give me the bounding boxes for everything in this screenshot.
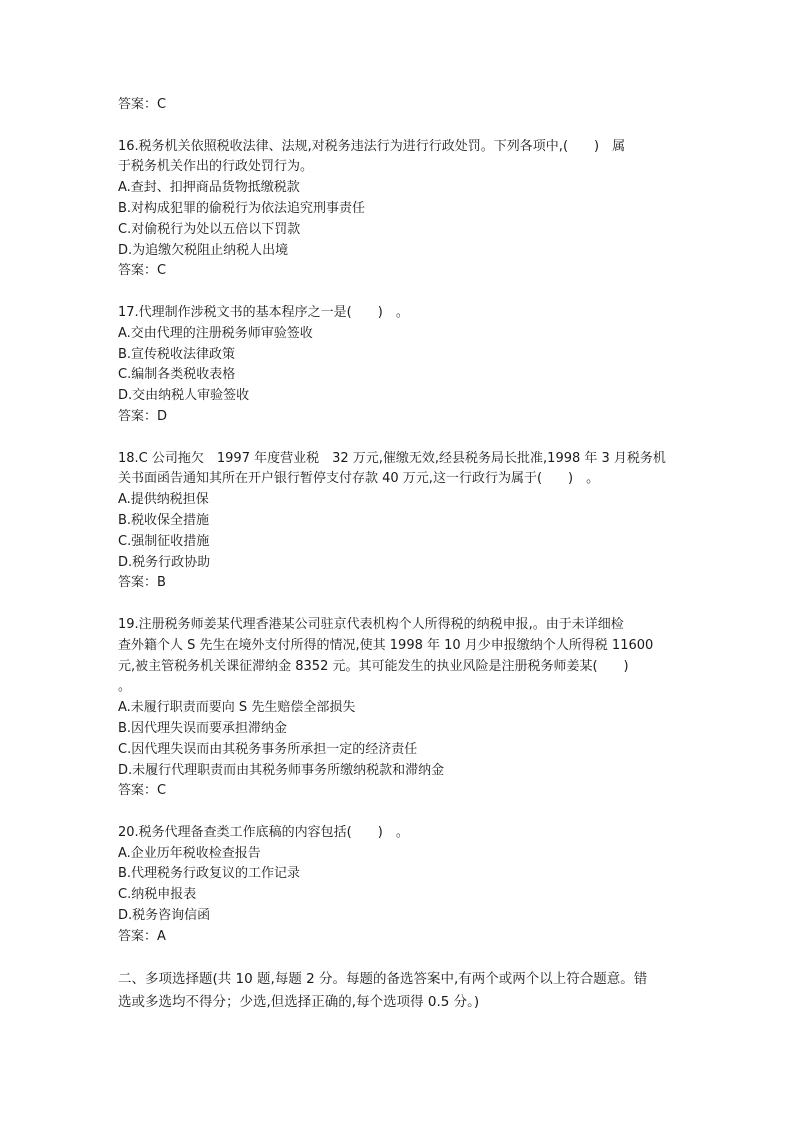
option-d: D.交由纳税人审验签收: [118, 388, 250, 404]
answer: 答案：D: [118, 408, 168, 424]
option-a: A.查封、扣押商品货物抵缴税款: [118, 180, 300, 196]
option-c: C.对偷税行为处以五倍以下罚款: [118, 221, 301, 237]
option-b: B.宣传税收法律政策: [118, 346, 236, 362]
section-heading-line: 二、多项选择题(共 10 题,每题 2 分。每题的备选答案中,有两个或两个以上符合题意。错: [118, 971, 648, 988]
option-d: D.未履行代理职责而由其税务师事务所缴纳税款和滞纳金: [118, 762, 445, 778]
spacer: [118, 802, 678, 823]
question-stem-line: 关书面函告通知其所在开户银行暂停支付存款 40 万元,这一行政行为属于( ) 。: [118, 471, 600, 487]
question-17: [118, 303, 678, 428]
question-16: [118, 137, 678, 283]
question-stem-line: 18.C 公司拖欠 1997 年度营业税 32 万元,催缴无效,经县税务局长批准,1998 年 3 月税务机: [118, 450, 666, 466]
answer-prev: 答案：C: [118, 97, 167, 112]
question-stem-line: 20.税务代理备查类工作底稿的内容包括( ) 。: [118, 824, 409, 840]
option-a: A.提供纳税担保: [118, 492, 209, 508]
question-stem-line: 17.代理制作涉税文书的基本程序之一是( ) 。: [118, 304, 409, 320]
document-page: [118, 95, 678, 1014]
answer: 答案：B: [118, 575, 166, 591]
section-two-heading: [118, 968, 678, 1014]
spacer: [118, 116, 678, 137]
answer: 答案：C: [118, 783, 167, 799]
option-d: D.税务行政协助: [118, 554, 211, 570]
option-a: A.未履行职责而要向 S 先生赔偿全部损失: [118, 700, 356, 716]
question-stem-line: 于税务机关作出的行政处罚行为。: [118, 159, 314, 175]
option-b: B.代理税务行政复议的工作记录: [118, 866, 301, 882]
question-19: [118, 615, 678, 802]
option-d: D.税务咨询信函: [118, 908, 211, 924]
option-c: C.纳税申报表: [118, 887, 197, 903]
spacer: [118, 428, 678, 449]
spacer: [118, 282, 678, 303]
option-b: B.税收保全措施: [118, 512, 210, 528]
question-stem-line: 元,被主管税务机关课征滞纳金 8352 元。其可能发生的执业风险是注册税务师姜某( ): [118, 658, 629, 674]
question-20: [118, 823, 678, 948]
answer: 答案：A: [118, 928, 166, 944]
question-18: [118, 449, 678, 595]
spacer: [118, 948, 678, 969]
spacer: [118, 594, 678, 615]
option-c: C.编制各类税收表格: [118, 367, 236, 383]
answer: 答案：C: [118, 263, 167, 279]
option-d: D.为追缴欠税阻止纳税人出境: [118, 242, 289, 258]
question-stem-line: 16.税务机关依照税收法律、法规,对税务违法行为进行行政处罚。下列各项中,( ) 属: [118, 138, 626, 154]
question-stem-line: 19.注册税务师姜某代理香港某公司驻京代表机构个人所得税的纳税申报,。由于未详细检: [118, 616, 624, 632]
option-b: B.对构成犯罪的偷税行为依法追究刑事责任: [118, 200, 366, 216]
question-stem-line: 查外籍个人 S 先生在境外支付所得的情况,使其 1998 年 10 月少申报缴纳个人所得税 11600: [118, 637, 654, 653]
question-stem-line: 。: [118, 679, 132, 695]
option-a: A.交由代理的注册税务师审验签收: [118, 325, 313, 341]
option-c: C.因代理失误而由其税务事务所承担一定的经济责任: [118, 741, 418, 757]
section-heading-line: 选或多选均不得分；少选,但选择正确的,每个选项得 0.5 分。): [118, 994, 480, 1011]
option-b: B.因代理失误而要承担滞纳金: [118, 720, 288, 736]
option-a: A.企业历年税收检查报告: [118, 845, 261, 861]
option-c: C.强制征收措施: [118, 533, 210, 549]
